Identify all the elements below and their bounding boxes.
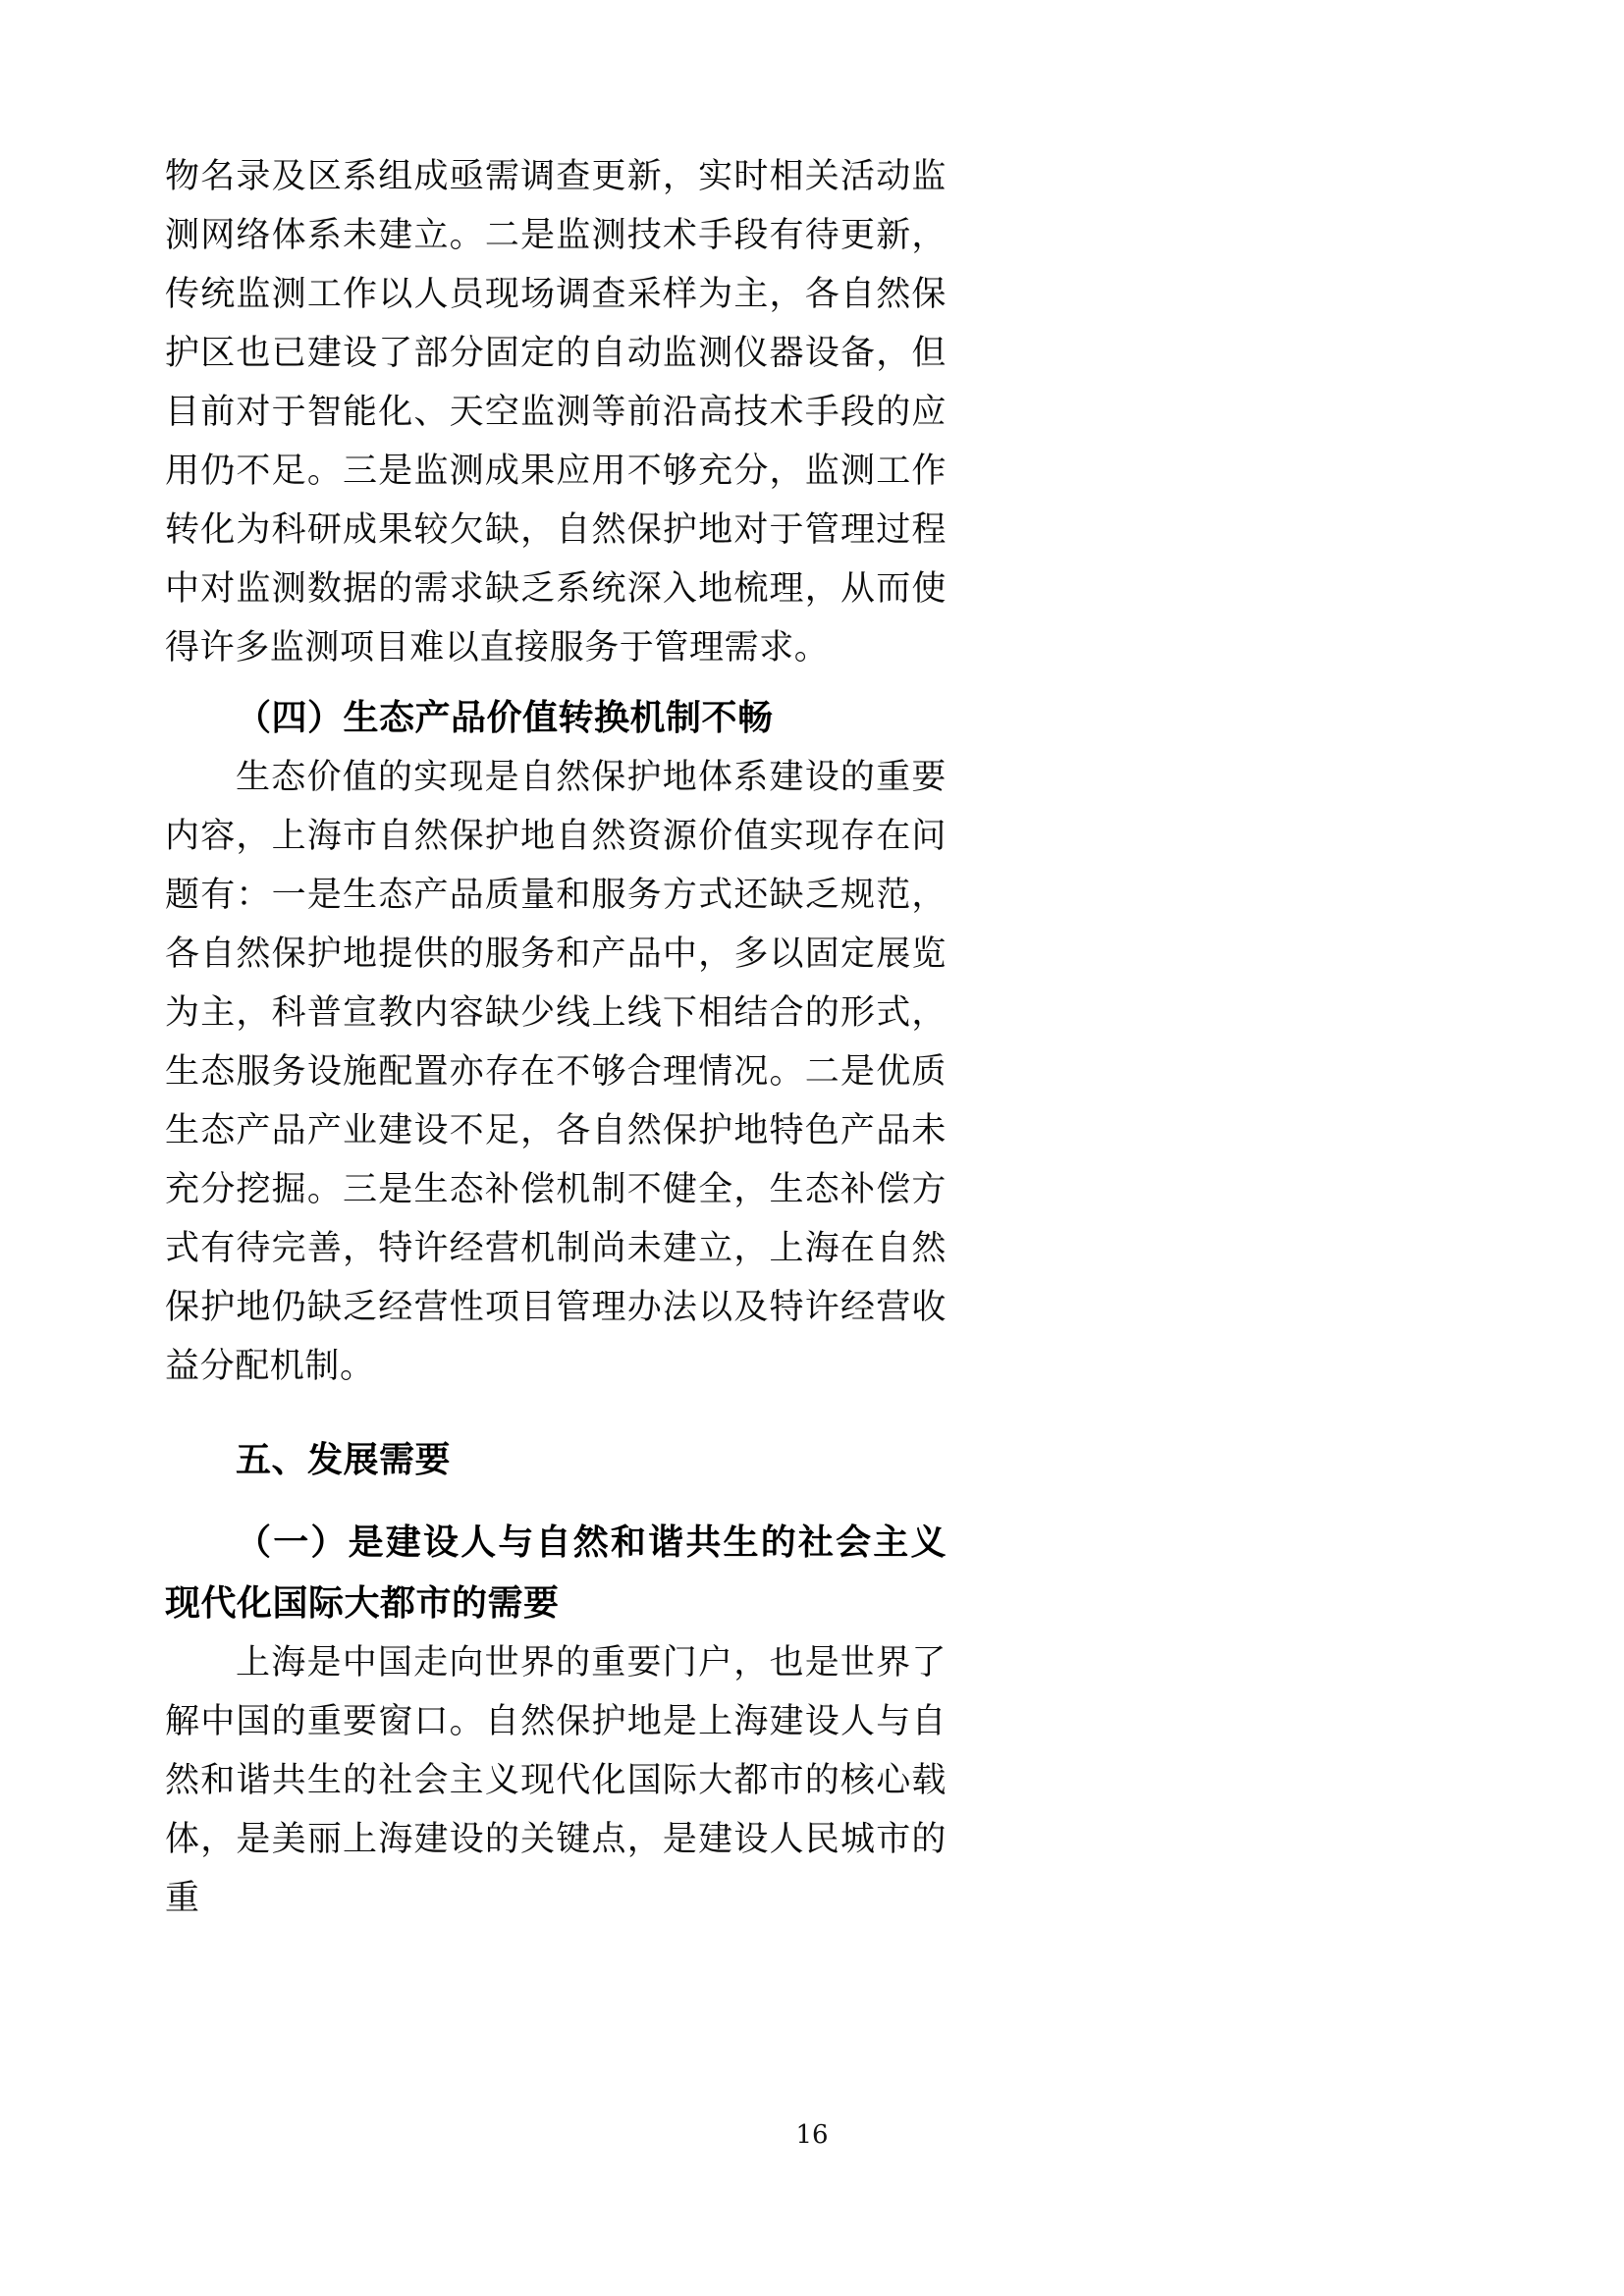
heading-section-five-one: （一）是建设人与自然和谐共生的社会主义现代化国际大都市的需要: [165, 1522, 947, 1624]
page-text-column: [165, 147, 947, 1928]
paragraph-shanghai-gateway: 上海是中国走向世界的重要门户，也是世界了解中国的重要窗口。自然保护地是上海建设人与自然和谐共生的社会主义现代化国际大都市的核心载体，是美丽上海建设的关键点，是建设人民城市的重: [165, 1643, 947, 1918]
page-number: 16: [795, 2120, 829, 2150]
block-spacer: [165, 1396, 947, 1429]
heading-section-four: （四）生态产品价值转换机制不畅: [236, 697, 774, 738]
paragraph-monitoring-continued: 物名录及区系组成亟需调查更新，实时相关活动监测网络体系未建立。二是监测技术手段有待更新，传统监测工作以人员现场调查采样为主，各自然保护区也已建设了部分固定的自动监测仪器设备，但目前对于智能化、天空监测等前沿高技术手段的应用仍不足。三是监测成果应用不够充分，监测工作转化为科研成果较欠缺，自然保护地对于管理过程中对监测数据的需求缺乏系统深入地梳理，从而使得许多监测项目难以直接服务于管理需求。: [165, 157, 947, 667]
paragraph-eco-product-value: 生态价值的实现是自然保护地体系建设的重要内容，上海市自然保护地自然资源价值实现存在问题有：一是生态产品质量和服务方式还缺乏规范，各自然保护地提供的服务和产品中，多以固定展览为主，科普宣教内容缺少线上线下相结合的形式，生态服务设施配置亦存在不够合理情况。二是优质生态产品产业建设不足，各自然保护地特色产品未充分挖掘。三是生态补偿机制不健全，生态补偿方式有待完善，特许经营机制尚未建立，上海在自然保护地仍缺乏经营性项目管理办法以及特许经营收益分配机制。: [165, 758, 947, 1386]
block-spacer: [165, 677, 947, 687]
heading-section-five: 五、发展需要: [236, 1439, 452, 1480]
block-spacer: [165, 1490, 947, 1512]
